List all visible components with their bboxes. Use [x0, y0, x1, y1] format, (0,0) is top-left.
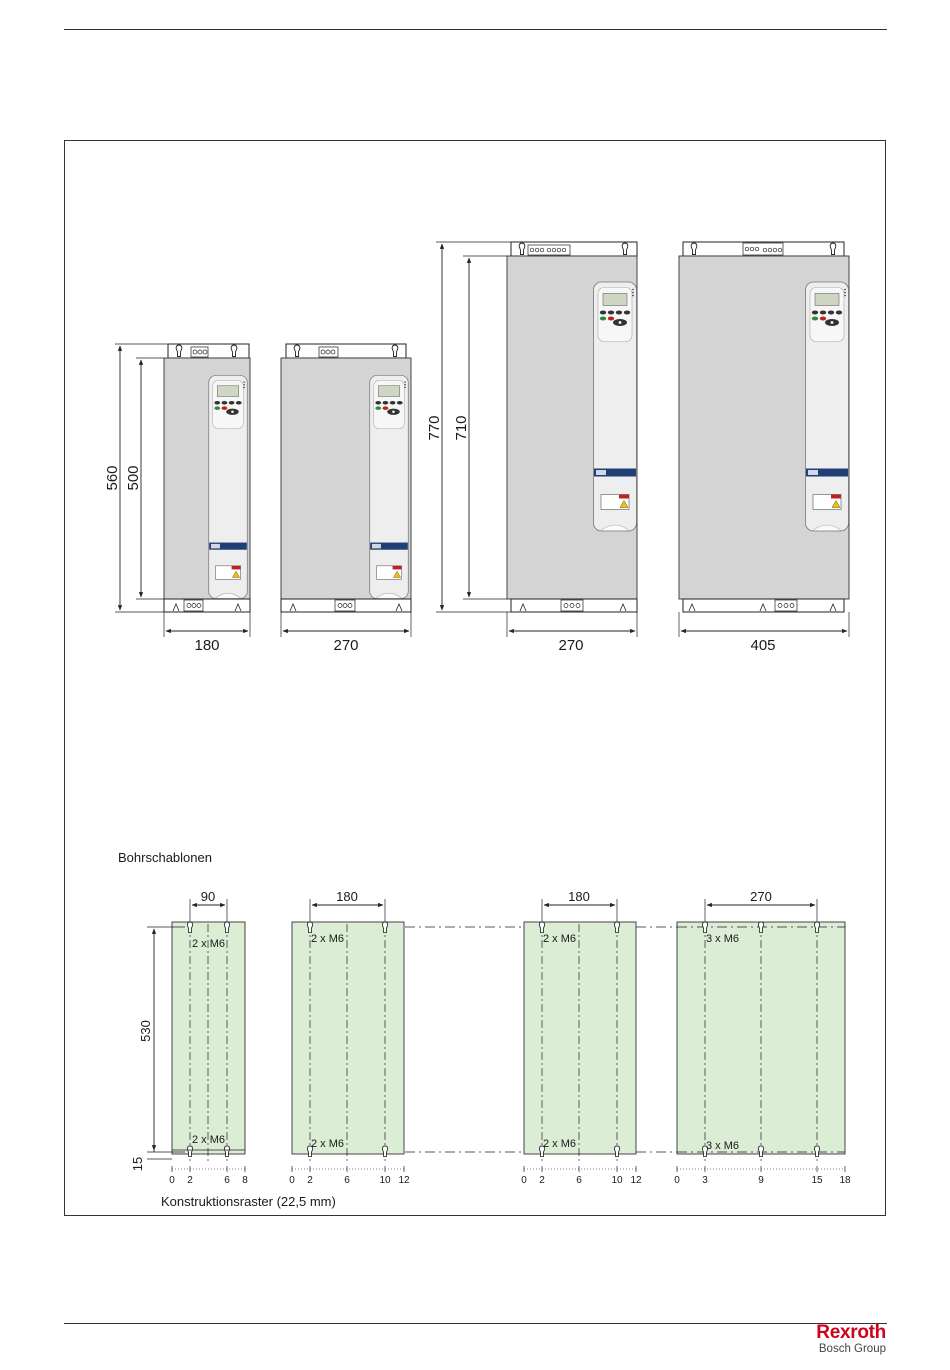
template-2-grid-4: 12: [398, 1175, 410, 1186]
unit-3-width: 270: [558, 637, 584, 654]
unit-3-height-inner: 710: [453, 415, 470, 441]
template-3-grid-3: 10: [611, 1175, 623, 1186]
template-4-grid-3: 15: [811, 1175, 823, 1186]
template-2-bottom-holes: 2 x M6: [311, 1138, 345, 1150]
template-3-grid-1: 2: [539, 1175, 545, 1186]
template-1-grid-1: 2: [187, 1175, 193, 1186]
unit-4: [679, 242, 849, 654]
template-2-grid-2: 6: [344, 1175, 350, 1186]
template-4-bottom-holes: 3 x M6: [706, 1140, 740, 1152]
template-4-top-holes: 3 x M6: [706, 933, 740, 945]
template-2-grid-1: 2: [307, 1175, 313, 1186]
unit-3: [426, 242, 637, 654]
template-2-grid-3: 10: [379, 1175, 391, 1186]
brand-logo: [816, 1323, 886, 1356]
unit-1: [104, 344, 250, 654]
template-4: [674, 889, 851, 1186]
drawing-frame: [64, 140, 886, 1216]
grid-caption: Konstruktionsraster (22,5 mm): [161, 1194, 336, 1209]
template-1-spacing: 90: [200, 889, 216, 904]
template-1-top-holes: 2 x M6: [192, 938, 226, 950]
template-3-spacing: 180: [568, 889, 590, 904]
template-4-grid-1: 3: [702, 1175, 708, 1186]
template-2: [289, 889, 410, 1186]
template-3-top-holes: 2 x M6: [543, 933, 577, 945]
template-1-grid-2: 6: [224, 1175, 230, 1186]
unit-3-height-outer: 770: [426, 415, 443, 441]
template-4-grid-4: 18: [839, 1175, 851, 1186]
template-3-bottom-holes: 2 x M6: [543, 1138, 577, 1150]
unit-1-height-inner: 500: [125, 465, 142, 491]
template-2-top-holes: 2 x M6: [311, 933, 345, 945]
template-1-grid-0: 0: [169, 1175, 175, 1186]
template-1-grid-3: 8: [242, 1175, 248, 1186]
template-1-offset: 15: [130, 1156, 145, 1172]
brand-name: Rexroth: [816, 1322, 886, 1343]
unit-1-height-outer: 560: [104, 465, 121, 491]
template-1: [130, 889, 248, 1186]
template-3-grid-2: 6: [576, 1175, 582, 1186]
unit-1-width: 180: [194, 637, 220, 654]
brand-group: Bosch Group: [818, 1343, 886, 1355]
template-4-grid-2: 9: [758, 1175, 764, 1186]
dimension-drawing: [65, 141, 887, 1217]
template-2-spacing: 180: [336, 889, 358, 904]
templates-heading: Bohrschablonen: [118, 850, 212, 865]
template-4-grid-0: 0: [674, 1175, 680, 1186]
unit-2: [281, 344, 411, 654]
template-3-grid-4: 12: [630, 1175, 642, 1186]
template-2-grid-0: 0: [289, 1175, 295, 1186]
unit-2-width: 270: [333, 637, 359, 654]
template-1-bottom-holes: 2 x M6: [192, 1134, 226, 1146]
template-1-height: 530: [138, 1020, 153, 1042]
top-rule: [64, 29, 887, 30]
template-4-spacing: 270: [750, 889, 772, 904]
unit-4-width: 405: [750, 637, 776, 654]
template-3: [521, 889, 642, 1186]
bottom-rule: [64, 1323, 887, 1324]
template-3-grid-0: 0: [521, 1175, 527, 1186]
